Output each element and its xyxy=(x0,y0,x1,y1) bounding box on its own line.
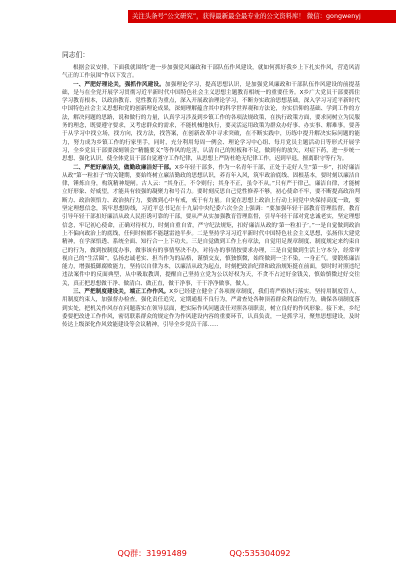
footer-qq-group: QQ群：31991489 xyxy=(117,549,187,558)
paragraph-intro xyxy=(62,64,360,81)
footer-qq: QQ:535304092 xyxy=(229,549,291,558)
paragraph-text: 根据会议安排，下面我就围绕“进一步加强党风廉政和干部队伍作风建设，就如何抓好我乡上下扎实作风，营造风清气正的工作氛围”作以下发言。 xyxy=(62,65,360,80)
paragraph-section-2 xyxy=(62,164,360,288)
paragraph-text: X乡已经建立健全了各项规章制度，我们将严格执行落实，坚持用制度管人，用制度约束人，加强督办检查，强化责任追究，定期通报不良行为，严肃查处各种顶着群众利益的行为，确保各项制度落到实处，把机关作风存在问题落实在领导层面，把实际作风问题责任对照各项职责，树立良好的作风形象。接下来，乡纪委要把改进工作作风，密切联系群众的规定作为作风建设内容的重要环节，认真负责，一是抓学习，聚焦思想建设，及时传达上级深化作风效能建设等会议精神，引导全乡党员干部…… xyxy=(62,289,360,329)
footer-contacts xyxy=(0,548,408,559)
paragraph-section-1 xyxy=(62,81,360,164)
banner-text: 关注头条号“公文研究”，获得最新最全最专业的公文资料库！ 微信：gongwenyj xyxy=(132,12,361,20)
paragraph-text: X乡年轻干部多，作为一名青年干部，正处于走好人生“第一步”，扣好廉洁从政“第一粒扣子”的关键期，要始终树立廉洁勤政的思想认识，养育年入风，筑牢政治底线、固根基本，要时刻以廉洁自律，锤炼自身，构筑精神堤闸。古人云：“其身正，不令则行；其身不正，虽令不从。”只有严于律己，廉洁自律，才能树立好形象、好威望，才能具有较强的凝聚力和号召力。要时刻反思自己党性修养不够，初心使命不牢，要不断提高政治判断力、政治领悟力、政治执行力，要做到心中有戒，戒于有力量。自觉在思想上政治上行动上同党中央保持高度一致，要坚定理想信念，筑牢思想防线，习近平总书记在十九届中央纪委六次全会上强调：“要加强年轻干部教育管理监督，教育引导年轻干部扣好廉洁从政人民拒诱可靠的干部，要从严从实加强教育管理监督，引导年轻干部对党忠诚老实，坚定理想信念，牢记初心使命，正确对待权力，时刻自重自省，严守纪法规矩，扣好廉洁从政的‘第一粒扣子’。”一是自觉做到政治上不偏向政治上的底线，任何时候都不能越雷池半步。二是坚持学习习近平新时代中国特色社会主义思想，弘扬伟大建党精神，在学深悟透、系统全面、知行合一上下功夫。三是自觉做到工作上有章法，自觉用足规章制度、制度规定来约束自己的行为，做到按制度办事，做事该有的事情坚决不办，对待办的事情按要求办理，三是自觉做到生活上守本分，经常审视自己的“生活圈”，弘扬忠诚老实、担当作为的品格，谨慎交友，慎独慎微，始终做到一尘不染，一身正气。要锻炼廉洁能力，增强抵御腐败能力，坚持以自律为本，以廉洁从政为起点，时刻把政治纪律和政治规矩挺在前面，要时时对照违纪违法案件中的反面典型，从中吸取教训，提醒自己坚持立党为公以好权为天，不贪不占过好金钱关，慎始慎微过好交往关，真正把思想做干净、做清白、做正直，做干净事，干干净净做事，做人。 xyxy=(62,164,360,287)
section-heading: 二、严把好廉洁关，做勤政廉洁好干部。 xyxy=(73,164,175,171)
paragraph-text: 加强理论学习，提高思想认识，是加强党风廉政和干部队伍作风建设的前提基础，是与在全党开展学习贯彻习近平新时代中国特色社会主义思想主题教育相统一的重要任务。X乡广大党员干部要抓住学习教育根本，以政治教育、党性教育为重点，深入开展政治理论学习，不断夯实政治思想基础，深入学习习近平新时代中国特色社会主义思想和党的创新理论成果，深刻理解蕴含其中的科学世界观和方法论，夯实信仰的基础、学到工作的方法，解决问题的思路，说和做行的力量，认真学习涉及到乡镇工作的各项法规政策，在执行政策方面，要求同树立为民服务的理念，既要遵守要求，又考虑群众的需求，不能机械地执行，要灵活运用政策为群众办好事、办实事、解难事，要善于从学习中找立场，找方向，找方法，找答案，在创新改革中寻求突破，在不断实践中，历练中提升解决实际问题的能力，努力成为乡镇工作的行家里手，同时，充分利用每周一例会、理论学习中心组、每月党员主题活动日等形式开展学习，全乡党员干部要深刻领会“精髓要义”等作风的危害，认清自己的短板和不足，做到有的放矢，对症下药，进一步统一思想、强化认识，使全体党员干部自觉遵守工作纪律，从思想上严防杜绝无纪律工作，迟到早退，擅离职守等行为。 xyxy=(62,81,360,163)
section-heading: 一、严肥好理论关，强抓作风建设。 xyxy=(73,81,165,88)
header-banner xyxy=(128,10,396,23)
section-heading: 三、严把制度建设关，端正工作作风。 xyxy=(73,289,170,296)
greeting: 同志们： xyxy=(62,51,90,59)
document-body xyxy=(62,40,360,540)
paragraph-section-3 xyxy=(62,288,360,329)
